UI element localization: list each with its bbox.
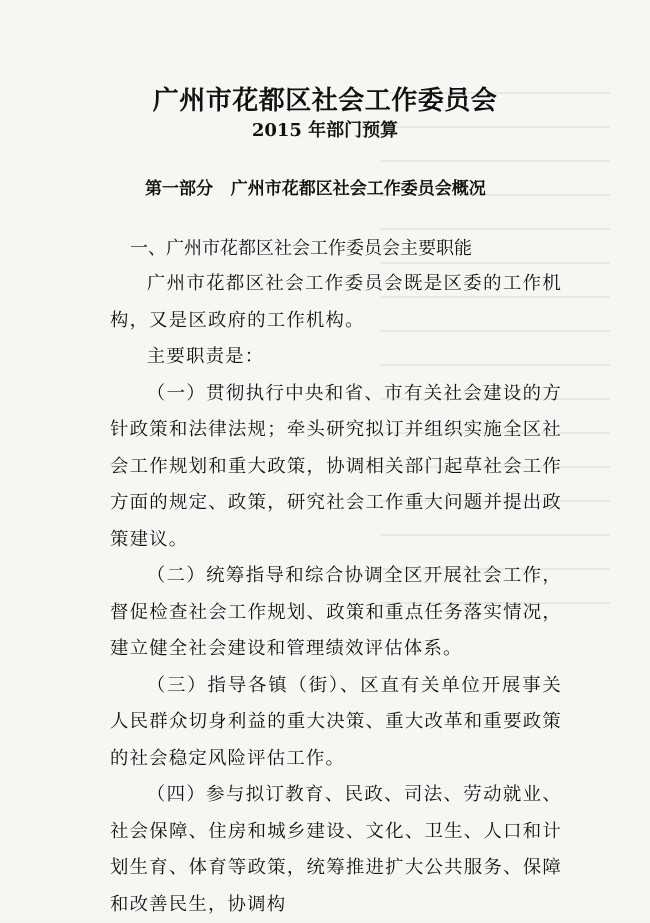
paragraph: （三）指导各镇（街）、区直有关单位开展事关人民群众切身利益的重大决策、重大改革和重要政策的社会稳定风险评估工作。 xyxy=(110,674,562,769)
paragraph: （四）参与拟订教育、民政、司法、劳动就业、社会保障、住房和城乡建设、文化、卫生、人口和计划生育、体育等政策，统筹推进扩大公共服务、保障和改善民生，协调构 xyxy=(110,784,562,915)
section-heading: 一、广州市花都区社会工作委员会主要职能 xyxy=(130,238,472,259)
paragraph: 主要职责是： xyxy=(146,346,265,367)
paragraph: （一）贯彻执行中央和省、市有关社会建设的方针政策和法律法规；牵头研究拟订并组织实施全区社会工作规划和重大政策，协调相关部门起草社会工作方面的规定、政策，研究社会工作重大问题并提出政策建议。 xyxy=(110,382,562,550)
paragraph: （二）统筹指导和综合协调全区开展社会工作，督促检查社会工作规划、政策和重点任务落实情况，建立健全社会建设和管理绩效评估体系。 xyxy=(110,565,562,659)
document-title: 广州市花都区社会工作委员会 xyxy=(152,86,498,116)
paragraph: 广州市花都区社会工作委员会既是区委的工作机构，又是区政府的工作机构。 xyxy=(110,273,562,331)
body-text xyxy=(110,266,562,923)
document-subtitle: 2015 年部门预算 xyxy=(251,120,399,141)
part-heading: 第一部分 广州市花都区社会工作委员会概况 xyxy=(145,179,486,199)
